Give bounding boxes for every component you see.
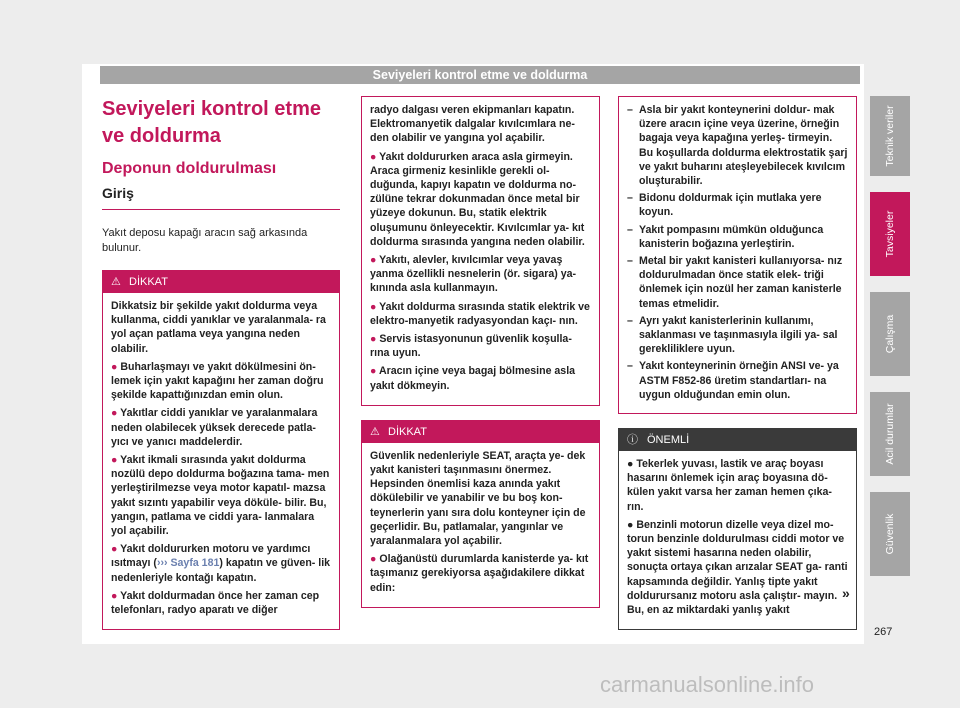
warning-bullet: ● Yakıtlar ciddi yanıklar ve yaralanmalara neden olabilecek yüksek derecede patla- yıcı ve yanıcı maddelerdir. xyxy=(111,407,318,448)
subsection-title: Giriş xyxy=(102,186,340,210)
warning-bullet: ● Aracın içine veya bagaj bölmesine asla yakıt dökmeyin. xyxy=(370,365,576,392)
column-2 xyxy=(361,96,600,608)
column-1 xyxy=(102,96,340,630)
page-number: 267 xyxy=(874,626,893,638)
warning-bullet: ● Yakıtı, alevler, kıvılcımlar veya yavaş yanma özellikli nesnelerin (ör. sigara) ya- kınında asla kullanmayın. xyxy=(370,254,577,295)
note-bullet: ● Tekerlek yuvası, lastik ve araç boyası hasarını önlemek için araç boyasına dö- külen yakıt varsa her zaman hemen çıka- rın. xyxy=(627,458,832,513)
warning-bullet: ● Yakıt doldurmadan önce her zaman cep telefonları, radyo aparatı ve diğer xyxy=(111,589,320,617)
warning-bullet: ● Buharlaşmayı ve yakıt dökülmesini ön- lemek için yakıt kapağını her zaman doğru şekilde kapattığınızdan emin olun. xyxy=(111,360,324,402)
tab-acil-durumlar[interactable]: Acil durumlar xyxy=(870,392,910,476)
running-header: Seviyeleri kontrol etme ve doldurma xyxy=(100,66,860,84)
warning-bullet: ● Yakıt doldurma sırasında statik elektrik ve elektro-manyetik radyasyondan kaçı- nın. xyxy=(370,300,590,327)
warning-box-2-continued xyxy=(618,96,857,414)
note-bullet: ● Benzinli motorun dizelle veya dizel mo- torun benzinle doldurulması ciddi motor ve yakıt sistemi hasarına neden olabilir, sonuçta ortaya çıkan arızalar SEAT ga- ranti kapsamında değildir. Yanlış tipte yakıt doldurursanız motoru asla çalıştır- mayın. Bu, en az miktardaki yanlış yakıt xyxy=(627,518,848,617)
warning-bullet: ● Servis istasyonunun güvenlik koşulla- rına uyun. xyxy=(370,333,572,360)
warning-bullet: ● Olağanüstü durumlarda kanisterde ya- kıt taşımanız gerekiyorsa aşağıdakilere dikkat edin: xyxy=(370,553,589,594)
page-link[interactable]: ››› Sayfa 181 xyxy=(156,557,220,570)
note-header: ⓘ ÖNEMLİ xyxy=(619,429,856,451)
watermark: carmanualsonline.info xyxy=(600,672,815,697)
column-3 xyxy=(618,96,857,630)
warning-box-continued xyxy=(361,96,600,406)
tab-calisma[interactable]: Çalışma xyxy=(870,292,910,376)
warning-bullet: ● Yakıt doldururken motoru ve yardımcı ısıtmayı (››› Sayfa 181) kapatın ve güven- lik nedenleriyle kontağı kapatın. xyxy=(111,543,331,584)
dash-item: – Metal bir yakıt kanisteri kullanıyorsa- nız doldurulmadan önce statik elek- triği önlemek için nozül her zaman kanisterle temas etmelidir. xyxy=(627,255,843,310)
warning-bullet: ● Yakıt ikmali sırasında yakıt doldurma nozülü depo doldurma boğazına tama- men yerleştirilmezse veya motor kapatıl- mazsa yakıt sızıntı yapabilir veya döküle- bilir. Bu, yangın, patlama ve ciddi yara- lanmalara yol açabilir. xyxy=(111,454,330,538)
tab-tavsiyeler[interactable]: Tavsiyeler xyxy=(870,192,910,276)
warning-text: Güvenlik nedenleriyle SEAT, araçta ye- dek yakıt kanisteri taşınmasını önermez. Hepsinden önemlisi kaza anında yakıt dökülebilir ve yanabilir ve bu boş kon- teynerlerin yanı sıra dolu konteyner için de geçerlidir. Bu, patlamalar, yangınlar ve yaralanmalara yol açabilir. xyxy=(370,449,586,548)
dash-item: – Yakıt konteynerinin örneğin ANSI ve- ya ASTM F852-86 üretim standartları- na uygun olduğundan emin olun. xyxy=(627,360,839,401)
continue-marker: » xyxy=(842,585,850,601)
intro-paragraph: Yakıt deposu kapağı aracın sağ arkasında bulunur. xyxy=(102,227,308,254)
warning-header: ⚠ DİKKAT xyxy=(362,421,599,443)
page-title: Seviyeleri kontrol etme ve doldurma xyxy=(102,98,321,147)
warning-box xyxy=(102,270,340,630)
dash-item: – Ayrı yakıt kanisterlerinin kullanımı, saklanması ve taşınmasıyla ilgili ya- sal gerekliliklere uyun. xyxy=(627,314,838,356)
info-icon: ⓘ xyxy=(627,434,638,447)
dash-item: – Asla bir yakıt konteynerini doldur- mak üzere aracın içine veya üzerine, örneğin bagaja veya kapağına yerleş- tirmeyin. Bu koşullarda doldurma elektrostatik şarj ve yakıt buharını ateşleyebilecek kıvılcım oluşturabilir. xyxy=(627,104,848,188)
warning-icon: ⚠ xyxy=(370,425,380,438)
dash-item: – Bidonu doldurmak için mutlaka yere koyun. xyxy=(627,192,822,219)
warning-text: radyo dalgası veren ekipmanları kapatın. Elektromanyetik dalgalar kıvılcımlara ne- den olabilir ve yangına yol açabilir. xyxy=(370,104,575,145)
tab-teknik-veriler[interactable]: Teknik veriler xyxy=(870,96,910,176)
warning-box-2 xyxy=(361,420,600,608)
warning-text: Dikkatsiz bir şekilde yakıt doldurma veya kullanma, ciddi yanıklar ve yaralanmala- ra yol açan patlama veya yangına neden olabilir. xyxy=(111,300,326,355)
note-box xyxy=(618,428,857,630)
warning-header: ⚠ DİKKAT xyxy=(103,271,339,293)
tab-guvenlik[interactable]: Güvenlik xyxy=(870,492,910,576)
warning-icon: ⚠ xyxy=(111,276,121,288)
dash-item: – Yakıt pompasını mümkün olduğunca kanisterin boğazına yerleştirin. xyxy=(627,223,824,250)
warning-bullet: ● Yakıt doldururken araca asla girmeyin. Araca girmeniz kesinlikle gerekli ol- duğunda, kapıyı kapatın ve doldurma no- zülüne tekrar dokunmadan önce metal bir yüzeye dokunun. Bu, statik elektrik oluşumunu önleyecektir. Kıvılcımlar ya- kıt doldurma sırasında yangına neden olabilir. xyxy=(370,150,585,248)
section-title: Deponun doldurulması xyxy=(102,160,277,177)
